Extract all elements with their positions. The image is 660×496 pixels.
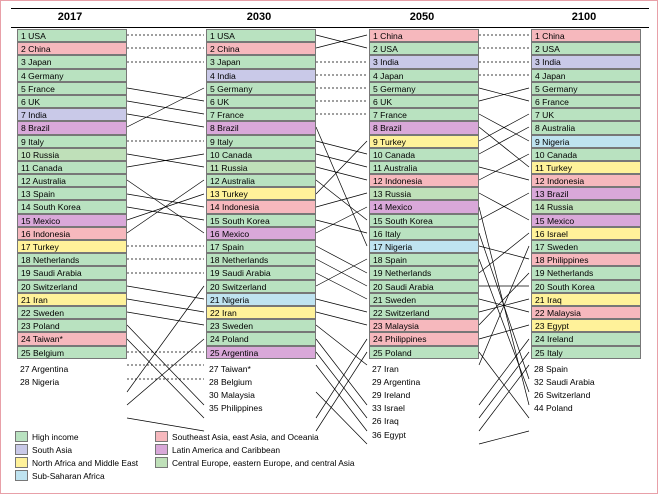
rank-cell: 20 Saudi Arabia xyxy=(369,280,479,293)
rank-cell: 5 Germany xyxy=(531,82,641,95)
rank-cell: 18 Spain xyxy=(369,253,479,266)
rank-cell: 16 Italy xyxy=(369,227,479,240)
rank-cell: 18 Philippines xyxy=(531,253,641,266)
rank-cell: 29 Ireland xyxy=(372,390,411,401)
rank-cell: 16 Mexico xyxy=(206,227,316,240)
legend-swatch xyxy=(155,444,168,455)
rank-cell: 1 China xyxy=(369,29,479,42)
rank-cell: 9 Italy xyxy=(17,135,127,148)
legend-item-central-eastern-europe xyxy=(155,457,447,468)
rank-cell: 9 Italy xyxy=(206,135,316,148)
rank-cell: 15 Mexico xyxy=(531,214,641,227)
rank-cell: 20 South Korea xyxy=(531,280,641,293)
rank-cell: 22 Sweden xyxy=(17,306,127,319)
rank-cell: 5 France xyxy=(17,82,127,95)
rank-cell: 12 Indonesia xyxy=(531,174,641,187)
rank-cell: 25 Italy xyxy=(531,346,641,359)
rank-cell: 10 Russia xyxy=(17,148,127,161)
legend-swatch xyxy=(15,457,28,468)
rank-cell: 15 Mexico xyxy=(17,214,127,227)
legend-label: Central Europe, eastern Europe, and central Asia xyxy=(172,457,355,468)
rank-cell: 21 Sweden xyxy=(369,293,479,306)
rank-cell: 9 Turkey xyxy=(369,135,479,148)
legend-label: Southeast Asia, east Asia, and Oceania xyxy=(172,431,319,442)
legend-item-sub-saharan-africa xyxy=(15,470,147,481)
rank-cell: 17 Turkey xyxy=(17,240,127,253)
rank-cell: 1 USA xyxy=(17,29,127,42)
rank-cell: 7 France xyxy=(369,108,479,121)
rank-cell: 24 Poland xyxy=(206,332,316,345)
rank-cell: 5 Germany xyxy=(369,82,479,95)
rank-cell: 2 China xyxy=(17,42,127,55)
rank-cell: 10 Canada xyxy=(369,148,479,161)
rank-cell: 23 Poland xyxy=(17,319,127,332)
rank-cell: 27 Taiwan* xyxy=(209,363,251,374)
legend-item-north-africa-middle-east xyxy=(15,457,147,468)
rank-cell: 13 Brazil xyxy=(531,187,641,200)
legend-item-southeast-asia xyxy=(155,431,447,442)
rank-cell: 10 Canada xyxy=(531,148,641,161)
rank-cell: 23 Malaysia xyxy=(369,319,479,332)
rank-cell: 44 Poland xyxy=(534,403,573,414)
rank-cell: 22 Iran xyxy=(206,306,316,319)
rank-cell: 22 Switzerland xyxy=(369,306,479,319)
legend-label: Sub-Saharan Africa xyxy=(32,470,105,481)
rank-cell: 19 Saudi Arabia xyxy=(206,266,316,279)
rank-cell: 10 Canada xyxy=(206,148,316,161)
rank-cell: 17 Nigeria xyxy=(369,240,479,253)
rank-cell: 30 Malaysia xyxy=(209,390,255,401)
rank-cell: 18 Netherlands xyxy=(17,253,127,266)
header-rule-top xyxy=(11,8,649,9)
rank-cell: 14 South Korea xyxy=(17,200,127,213)
column-2100 xyxy=(531,29,641,415)
rank-cell: 23 Sweden xyxy=(206,319,316,332)
column-2017 xyxy=(17,29,127,389)
rank-cell: 25 Argentina xyxy=(206,346,316,359)
rank-cell: 24 Taiwan* xyxy=(17,332,127,345)
rank-cell: 35 Philippines xyxy=(209,403,263,414)
rank-cell: 16 Israel xyxy=(531,227,641,240)
rank-cell: 2 USA xyxy=(531,42,641,55)
rank-cell: 14 Russia xyxy=(531,200,641,213)
rank-cell: 1 China xyxy=(531,29,641,42)
rank-cell: 12 Indonesia xyxy=(369,174,479,187)
rank-cell: 24 Ireland xyxy=(531,332,641,345)
rank-cell: 20 Switzerland xyxy=(17,280,127,293)
rank-cell: 11 Turkey xyxy=(531,161,641,174)
rank-cell: 13 Russia xyxy=(369,187,479,200)
rank-cell: 18 Netherlands xyxy=(206,253,316,266)
rank-cell: 2 USA xyxy=(369,42,479,55)
rank-cell: 2 China xyxy=(206,42,316,55)
rank-cell: 21 Iraq xyxy=(531,293,641,306)
rank-cell: 17 Sweden xyxy=(531,240,641,253)
rank-cell: 20 Switzerland xyxy=(206,280,316,293)
rank-cell: 7 France xyxy=(206,108,316,121)
rank-cell: 6 UK xyxy=(17,95,127,108)
rank-cell: 3 Japan xyxy=(17,55,127,68)
rank-cell: 19 Saudi Arabia xyxy=(17,266,127,279)
rank-cell: 17 Spain xyxy=(206,240,316,253)
rank-cell: 1 USA xyxy=(206,29,316,42)
rank-cell: 4 India xyxy=(206,69,316,82)
rank-cell: 28 Belgium xyxy=(209,376,252,387)
rank-cell: 19 Netherlands xyxy=(369,266,479,279)
rank-cell: 3 India xyxy=(369,55,479,68)
rank-cell: 11 Russia xyxy=(206,161,316,174)
rank-cell: 8 Brazil xyxy=(17,121,127,134)
rank-cell: 32 Saudi Arabia xyxy=(534,376,595,387)
legend-swatch xyxy=(155,457,168,468)
column-header-2017: 2017 xyxy=(57,11,83,23)
rank-cell: 19 Netherlands xyxy=(531,266,641,279)
legend xyxy=(15,431,645,483)
rank-cell: 14 Indonesia xyxy=(206,200,316,213)
rank-cell: 26 Iraq xyxy=(372,416,399,427)
rank-cell: 5 Germany xyxy=(206,82,316,95)
legend-swatch xyxy=(15,470,28,481)
rank-cell: 21 Nigeria xyxy=(206,293,316,306)
rank-cell: 36 Egypt xyxy=(372,429,406,440)
legend-label: High income xyxy=(32,431,79,442)
legend-item-latin-america xyxy=(155,444,447,455)
rank-cell: 6 France xyxy=(531,95,641,108)
rank-cell: 6 UK xyxy=(206,95,316,108)
rank-cell: 22 Malaysia xyxy=(531,306,641,319)
rank-cell: 8 Australia xyxy=(531,121,641,134)
rank-cell: 13 Turkey xyxy=(206,187,316,200)
rank-cell: 27 Argentina xyxy=(20,363,69,374)
legend-item-high-income xyxy=(15,431,147,442)
rank-cell: 15 South Korea xyxy=(206,214,316,227)
rank-cell: 9 Nigeria xyxy=(531,135,641,148)
rank-cell: 8 Brazil xyxy=(369,121,479,134)
rank-cell: 4 Japan xyxy=(531,69,641,82)
rank-cell: 24 Philippines xyxy=(369,332,479,345)
legend-swatch xyxy=(15,431,28,442)
rank-cell: 16 Indonesia xyxy=(17,227,127,240)
column-2030 xyxy=(206,29,316,415)
legend-label: South Asia xyxy=(32,444,73,455)
column-2050 xyxy=(369,29,479,442)
rank-cell: 3 India xyxy=(531,55,641,68)
rank-cell: 8 Brazil xyxy=(206,121,316,134)
legend-swatch xyxy=(15,444,28,455)
rank-cell: 3 Japan xyxy=(206,55,316,68)
rank-cell: 25 Poland xyxy=(369,346,479,359)
column-header-2030: 2030 xyxy=(246,11,272,23)
rank-cell: 7 India xyxy=(17,108,127,121)
rank-cell: 33 Israel xyxy=(372,403,405,414)
rank-cell: 28 Nigeria xyxy=(20,376,60,387)
rank-cell: 21 Iran xyxy=(17,293,127,306)
rank-cell: 11 Australia xyxy=(369,161,479,174)
rank-cell: 11 Canada xyxy=(17,161,127,174)
legend-swatch xyxy=(155,431,168,442)
rank-cell: 12 Australia xyxy=(206,174,316,187)
rank-cell: 4 Germany xyxy=(17,69,127,82)
rank-cell: 25 Belgium xyxy=(17,346,127,359)
rank-cell: 7 UK xyxy=(531,108,641,121)
rank-cell: 4 Japan xyxy=(369,69,479,82)
rank-cell: 15 South Korea xyxy=(369,214,479,227)
legend-label: Latin America and Caribbean xyxy=(172,444,281,455)
rank-cell: 14 Mexico xyxy=(369,200,479,213)
column-header-2050: 2050 xyxy=(409,11,435,23)
rank-cell: 13 Spain xyxy=(17,187,127,200)
legend-label: North Africa and Middle East xyxy=(32,457,139,468)
rank-cell: 26 Switzerland xyxy=(534,390,591,401)
column-header-2100: 2100 xyxy=(571,11,597,23)
rank-cell: 28 Spain xyxy=(534,363,568,374)
rank-cell: 27 Iran xyxy=(372,363,399,374)
rank-cell: 12 Australia xyxy=(17,174,127,187)
rank-cell: 29 Argentina xyxy=(372,376,421,387)
legend-item-south-asia xyxy=(15,444,147,455)
header-rule-bottom xyxy=(11,27,649,28)
rank-cell: 6 UK xyxy=(369,95,479,108)
rank-cell: 23 Egypt xyxy=(531,319,641,332)
